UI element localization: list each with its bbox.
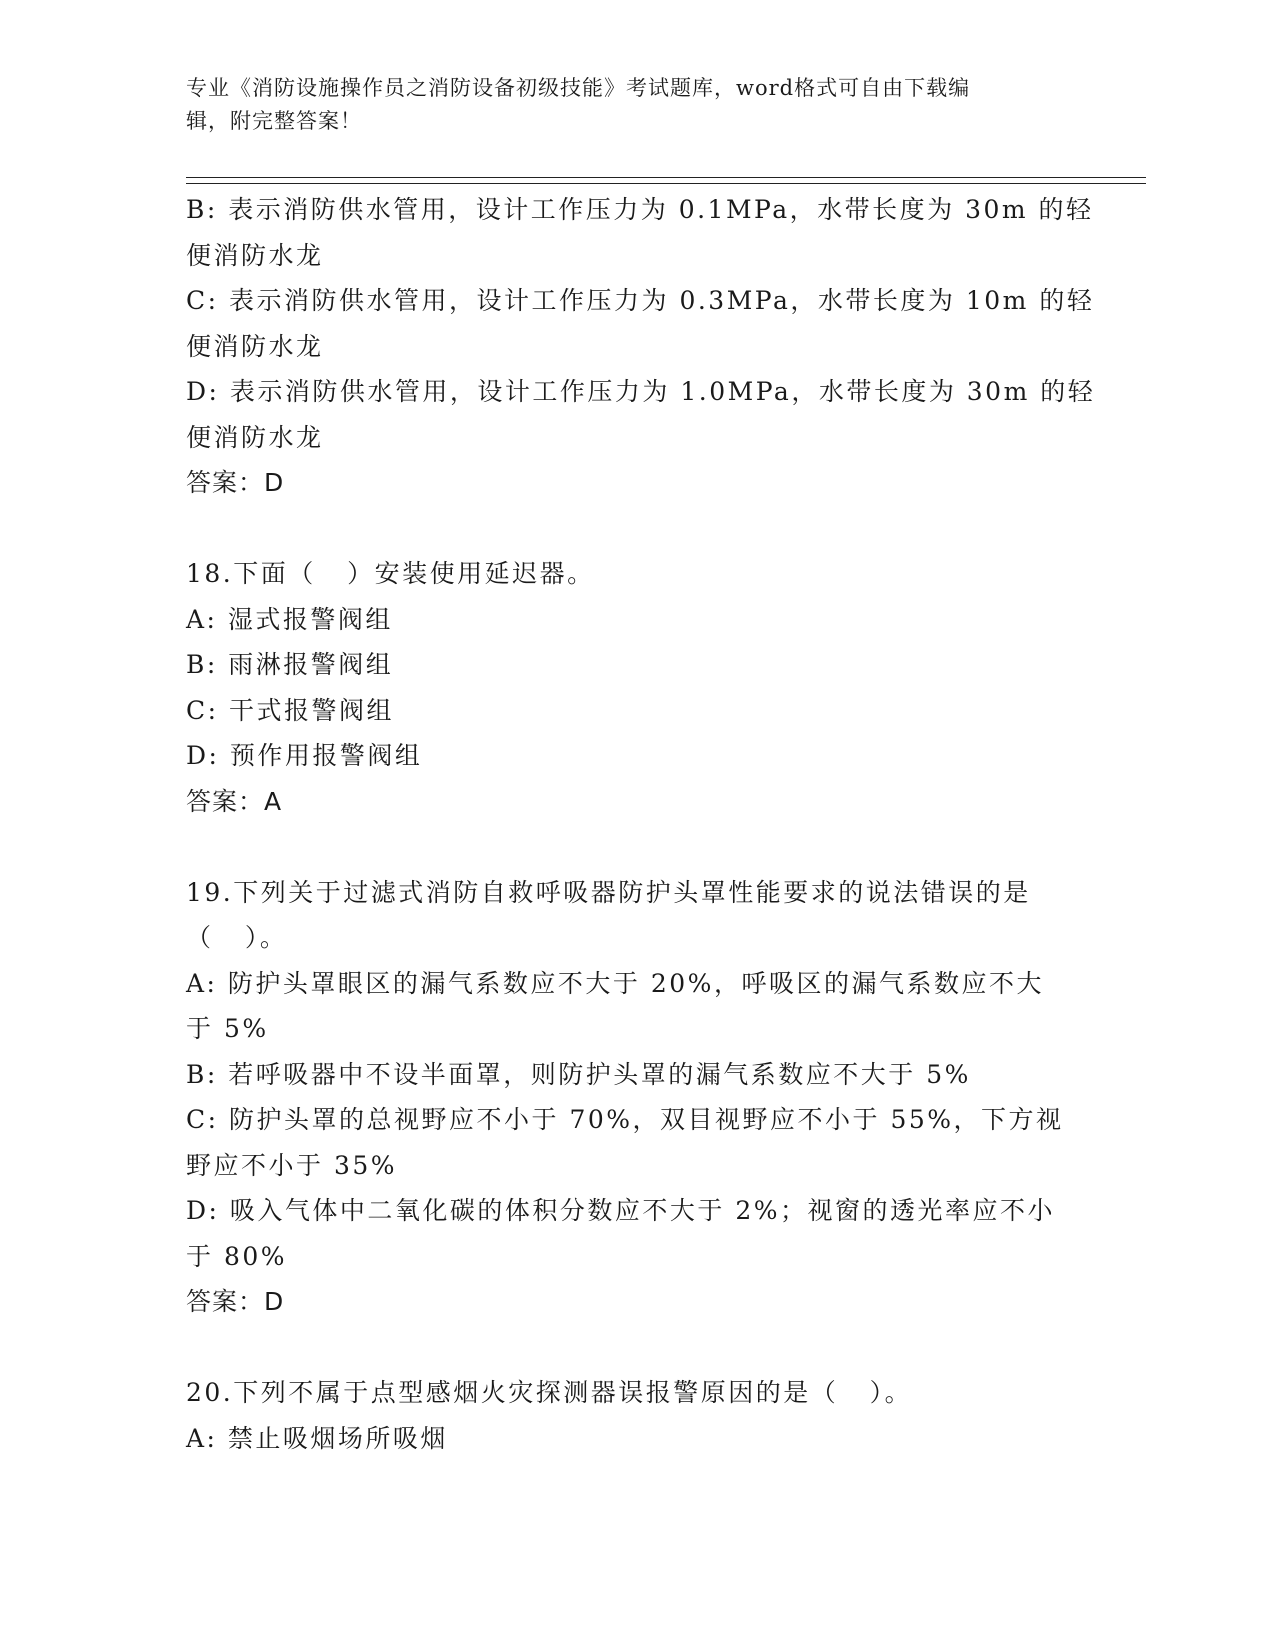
header-divider-top bbox=[186, 177, 1146, 178]
option-b-line-1: B: 表示消防供水管用，设计工作压力为 0.1MPa，水带长度为 30m 的轻 bbox=[186, 195, 1094, 224]
question-17-tail bbox=[186, 187, 1096, 506]
question-list bbox=[186, 187, 1096, 1461]
answer-19: 答案：D bbox=[186, 1287, 285, 1316]
option-c-line-1: C: 防护头罩的总视野应不小于 70%，双目视野应不小于 55%，下方视 bbox=[186, 1105, 1064, 1134]
answer-18: 答案：A bbox=[186, 786, 283, 816]
answer-17: 答案：D bbox=[186, 468, 285, 497]
header-line-2: 辑，附完整答案！ bbox=[186, 109, 362, 133]
option-d-line-1: D: 吸入气体中二氧化碳的体积分数应不大于 2%；视窗的透光率应不小 bbox=[186, 1196, 1056, 1225]
spacer bbox=[186, 1325, 1086, 1371]
option-d-line-2: 于 80% bbox=[186, 1241, 288, 1271]
option-d-line-1: D: 表示消防供水管用，设计工作压力为 1.0MPa，水带长度为 30m 的轻 bbox=[186, 377, 1096, 406]
question-18 bbox=[186, 551, 1086, 824]
document-header bbox=[186, 72, 1066, 138]
option-b-line-2: 便消防水龙 bbox=[186, 240, 324, 270]
option-d: D: 预作用报警阀组 bbox=[186, 741, 423, 770]
question-19-stem-line-1: 19.下列关于过滤式消防自救呼吸器防护头罩性能要求的说法错误的是 bbox=[186, 877, 1031, 907]
question-19 bbox=[186, 870, 1086, 1325]
question-18-stem: 18.下面（ ）安装使用延迟器。 bbox=[186, 559, 595, 588]
question-19-stem-line-2: （ ）。 bbox=[186, 923, 288, 952]
option-c-line-2: 野应不小于 35% bbox=[186, 1150, 398, 1180]
spacer bbox=[186, 506, 1086, 552]
option-c: C: 干式报警阀组 bbox=[186, 695, 394, 725]
question-20-stem: 20.下列不属于点型感烟火灾探测器误报警原因的是（ ）。 bbox=[186, 1378, 913, 1407]
spacer bbox=[186, 824, 1086, 870]
option-c-line-1: C: 表示消防供水管用，设计工作压力为 0.3MPa，水带长度为 10m 的轻 bbox=[186, 286, 1095, 315]
option-a: A: 禁止吸烟场所吸烟 bbox=[186, 1423, 448, 1453]
option-b: B: 若呼吸器中不设半面罩，则防护头罩的漏气系数应不大于 5% bbox=[186, 1059, 971, 1089]
option-a: A: 湿式报警阀组 bbox=[186, 604, 393, 634]
header-divider-bottom bbox=[186, 183, 1146, 184]
option-a-line-1: A: 防护头罩眼区的漏气系数应不大于 20%，呼吸区的漏气系数应不大 bbox=[186, 968, 1044, 998]
option-b: B: 雨淋报警阀组 bbox=[186, 650, 394, 679]
option-a-line-2: 于 5% bbox=[186, 1014, 269, 1043]
question-20 bbox=[186, 1370, 1086, 1461]
option-c-line-2: 便消防水龙 bbox=[186, 331, 324, 361]
header-line-1: 专业《消防设施操作员之消防设备初级技能》考试题库，word格式可自由下载编 bbox=[186, 76, 971, 100]
option-d-line-2: 便消防水龙 bbox=[186, 422, 324, 452]
